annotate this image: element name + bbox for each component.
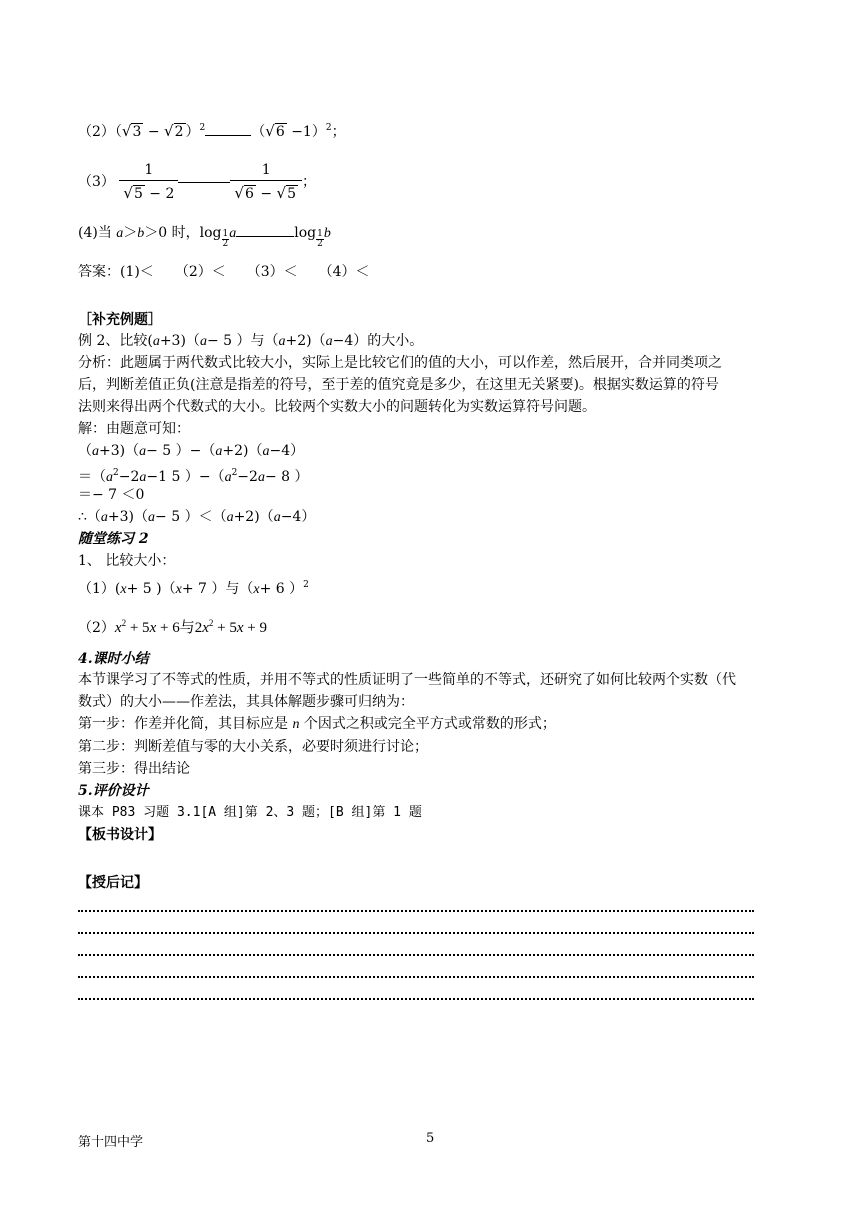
afterword-heading: 【授后记】 (78, 875, 148, 891)
analysis-line-1: 分析：此题属于两代数式比较大小，实际上是比较它们的值的大小，可以作差，然后展开，合并同类项之 (78, 355, 722, 371)
sol4-var: a (226, 510, 234, 525)
q2-end: ； (331, 124, 346, 140)
radical-icon: √ (234, 184, 244, 202)
dotted-writing-line (78, 976, 754, 978)
radical-icon: √ (123, 184, 133, 202)
q4-log-1: log (199, 225, 222, 241)
sol1-var: a (92, 444, 99, 459)
q4-log-base-2 (316, 230, 324, 249)
ex2-var: a (152, 334, 160, 349)
pp1-exp: 2 (303, 580, 309, 590)
sol1-var: a (139, 444, 147, 459)
sol2-var: a (257, 470, 265, 485)
step1-part: 个因式之积或完全平方式或常数的形式； (299, 716, 556, 732)
sol2-var: a (139, 470, 147, 485)
step1-part: 第一步：作差并化简，其目标应是 (78, 716, 293, 732)
sol4-part: − 5 ）＜（ (155, 509, 227, 525)
q2-prefix: （2）（ (78, 124, 122, 140)
sol1-part: （ (78, 443, 92, 459)
answer-line: 答案：(1)＜ （2）＜ （3）＜ （4）＜ (78, 264, 370, 280)
pp2-var: x (114, 620, 122, 636)
sol2-part: − 8 ） (264, 469, 309, 485)
q4-condition: ＞0 时， (144, 225, 200, 241)
q3-den1-radicand: 5 (133, 186, 143, 202)
evaluation-text: 课本 P83 习题 3.1[A 组]第 2、3 题；[B 组]第 1 题 (78, 805, 422, 820)
dotted-writing-line (78, 910, 754, 912)
question-3 (78, 160, 316, 204)
sol1-part: +2)（ (222, 443, 263, 459)
q3-den2-minus: − (255, 186, 277, 202)
summary-line-2: 数式）的大小——作差法，其具体解题步骤可归纳为： (78, 694, 414, 710)
pp1-part: + 7 ）与（ (181, 581, 254, 597)
sol1-part: − 5 ）−（ (146, 443, 216, 459)
pp1-part: （1）( (78, 581, 121, 597)
sol2-var: a (106, 470, 113, 485)
radical-icon: √ (276, 184, 287, 202)
practice-problem-1 (78, 575, 309, 600)
q4-var-a: a (116, 226, 124, 241)
pp2-part: + 5 (213, 620, 237, 636)
solution-line-3: ＝− 7 ＜0 (78, 487, 145, 503)
q3-fraction-2 (230, 160, 302, 204)
sol2-exp: 2 (231, 468, 238, 478)
q2-radicand-1: 3 (132, 124, 142, 140)
ex2-part: − 5 ）与（ (206, 333, 279, 349)
sol1-part: −4） (269, 443, 305, 459)
step1-var: n (292, 717, 300, 732)
sol1-var: a (262, 444, 270, 459)
ex2-var: a (325, 334, 333, 349)
q3-prefix: （3） (78, 174, 115, 190)
pp2-part: + 5 (126, 620, 150, 636)
solution-label: 解：由题意可知： (78, 421, 190, 437)
analysis-line-2: 后，判断差值正负(注意是指差的符号，至于差的值究竟是多少，在这里无关紧要)。根据实数运算的符号 (78, 377, 719, 393)
sol1-part: +3)（ (99, 443, 140, 459)
sol2-part: ＝（ (78, 469, 106, 485)
pp2-var: x (236, 620, 244, 636)
solution-line-1 (78, 441, 304, 462)
sol2-part: −1 5 ）−（ (146, 469, 225, 485)
solution-line-4 (78, 507, 315, 528)
summary-line-1: 本节课学习了不等式的性质，并用不等式的性质证明了一些简单的不等式，还研究了如何比较两个实数（代 (78, 672, 736, 688)
q4-var-b: b (137, 226, 145, 241)
footer-page-number: 5 (426, 1131, 435, 1146)
question-2 (78, 118, 346, 142)
q3-fraction-1 (119, 160, 178, 204)
practice-item-1: 1、 比较大小： (78, 553, 176, 569)
q4-arg-a: a (229, 226, 237, 241)
sol2-var: a (224, 470, 232, 485)
q2-answer-blank[interactable] (205, 121, 251, 136)
sol4-part: +3)（ (107, 509, 149, 525)
q4-arg-b: b (323, 226, 331, 241)
ex2-part: +2)（ (285, 333, 326, 349)
supplement-heading: ［补充例题］ (78, 312, 162, 328)
q3-den2-radicand-1: 6 (244, 186, 254, 202)
pp2-exp: 2 (121, 618, 127, 628)
radical-icon: √ (164, 122, 174, 140)
q2-close: ） (185, 124, 200, 140)
q4-log-2: log (294, 225, 317, 241)
pp1-part: + 6 ） (259, 581, 304, 597)
pp2-part: + 9 (243, 620, 267, 636)
step-1 (78, 714, 556, 735)
q2-exp-2: 2 (325, 123, 332, 133)
q3-denominator-2 (230, 180, 302, 204)
ex2-part: 例 2、比较( (78, 333, 153, 349)
q3-den2-radicand-2: 5 (287, 186, 297, 202)
pp2-var: x (202, 620, 209, 636)
sol4-part: ∴（ (78, 509, 101, 525)
pp1-var: x (253, 582, 260, 597)
q2-tail: −1） (286, 124, 326, 140)
dotted-writing-line (78, 954, 754, 956)
q4-base-den: 2 (317, 239, 323, 249)
q3-numerator-1: 1 (144, 162, 154, 178)
question-4 (78, 222, 331, 249)
dotted-writing-line (78, 998, 754, 1000)
ex2-part: −4）的大小。 (332, 333, 424, 349)
ex2-var: a (199, 334, 207, 349)
pp2-var: x (149, 620, 157, 636)
pp2-part: + 6与2 (156, 620, 203, 636)
ex2-var: a (278, 334, 286, 349)
ex2-part: +3)（ (159, 333, 200, 349)
q2-radicand-3: 6 (275, 124, 285, 140)
sol2-part: −2 (237, 469, 258, 485)
sol4-part: +2)（ (233, 509, 274, 525)
practice-problem-2 (78, 613, 267, 638)
board-heading: 【板书设计】 (78, 827, 162, 843)
summary-heading: 4.课时小结 (78, 651, 149, 667)
q2-open-2: （ (251, 124, 266, 140)
q4-gt: ＞ (123, 225, 138, 241)
q3-den1-tail: − 2 (144, 186, 175, 202)
q4-prefix: (4)当 (78, 225, 117, 241)
q3-numerator-2: 1 (261, 162, 271, 178)
q2-minus: − (143, 124, 165, 140)
sol4-var: a (273, 510, 281, 525)
q3-end: ； (302, 174, 317, 190)
analysis-line-3: 法则来得出两个代数式的大小。比较两个实数大小的问题转化为实数运算符号问题。 (78, 399, 596, 415)
radical-icon: √ (265, 122, 275, 140)
sol4-part: −4） (280, 509, 316, 525)
step-3: 第三步：得出结论 (78, 761, 190, 777)
sol4-var: a (100, 510, 108, 525)
pp2-part: （2） (78, 620, 115, 636)
step-2: 第二步：判断差值与零的大小关系，必要时须进行讨论； (78, 739, 428, 755)
q4-base-num: 1 (317, 229, 323, 239)
pp2-exp: 2 (208, 618, 214, 628)
pp1-var: x (120, 582, 127, 597)
sol2-part: −2 (118, 469, 140, 485)
footer-school: 第十四中学 (78, 1135, 144, 1150)
radical-icon: √ (121, 122, 132, 140)
sol2-exp: 2 (113, 468, 119, 478)
evaluation-heading: 5.评价设计 (78, 783, 149, 799)
q4-answer-blank[interactable] (236, 222, 294, 237)
pp1-part: + 5 )（ (126, 581, 176, 597)
practice-heading: 随堂练习 2 (78, 531, 149, 547)
q2-exp-1: 2 (199, 123, 206, 133)
dotted-writing-line (78, 932, 754, 934)
q2-radicand-2: 2 (174, 124, 184, 140)
q3-denominator-1 (119, 180, 178, 204)
example-2 (78, 331, 423, 352)
q4-base-den: 2 (222, 239, 229, 249)
q4-base-num: 1 (222, 229, 229, 239)
pp1-var: x (175, 582, 182, 597)
sol4-var: a (148, 510, 156, 525)
sol1-var: a (215, 444, 223, 459)
q3-answer-blank[interactable] (178, 181, 230, 183)
